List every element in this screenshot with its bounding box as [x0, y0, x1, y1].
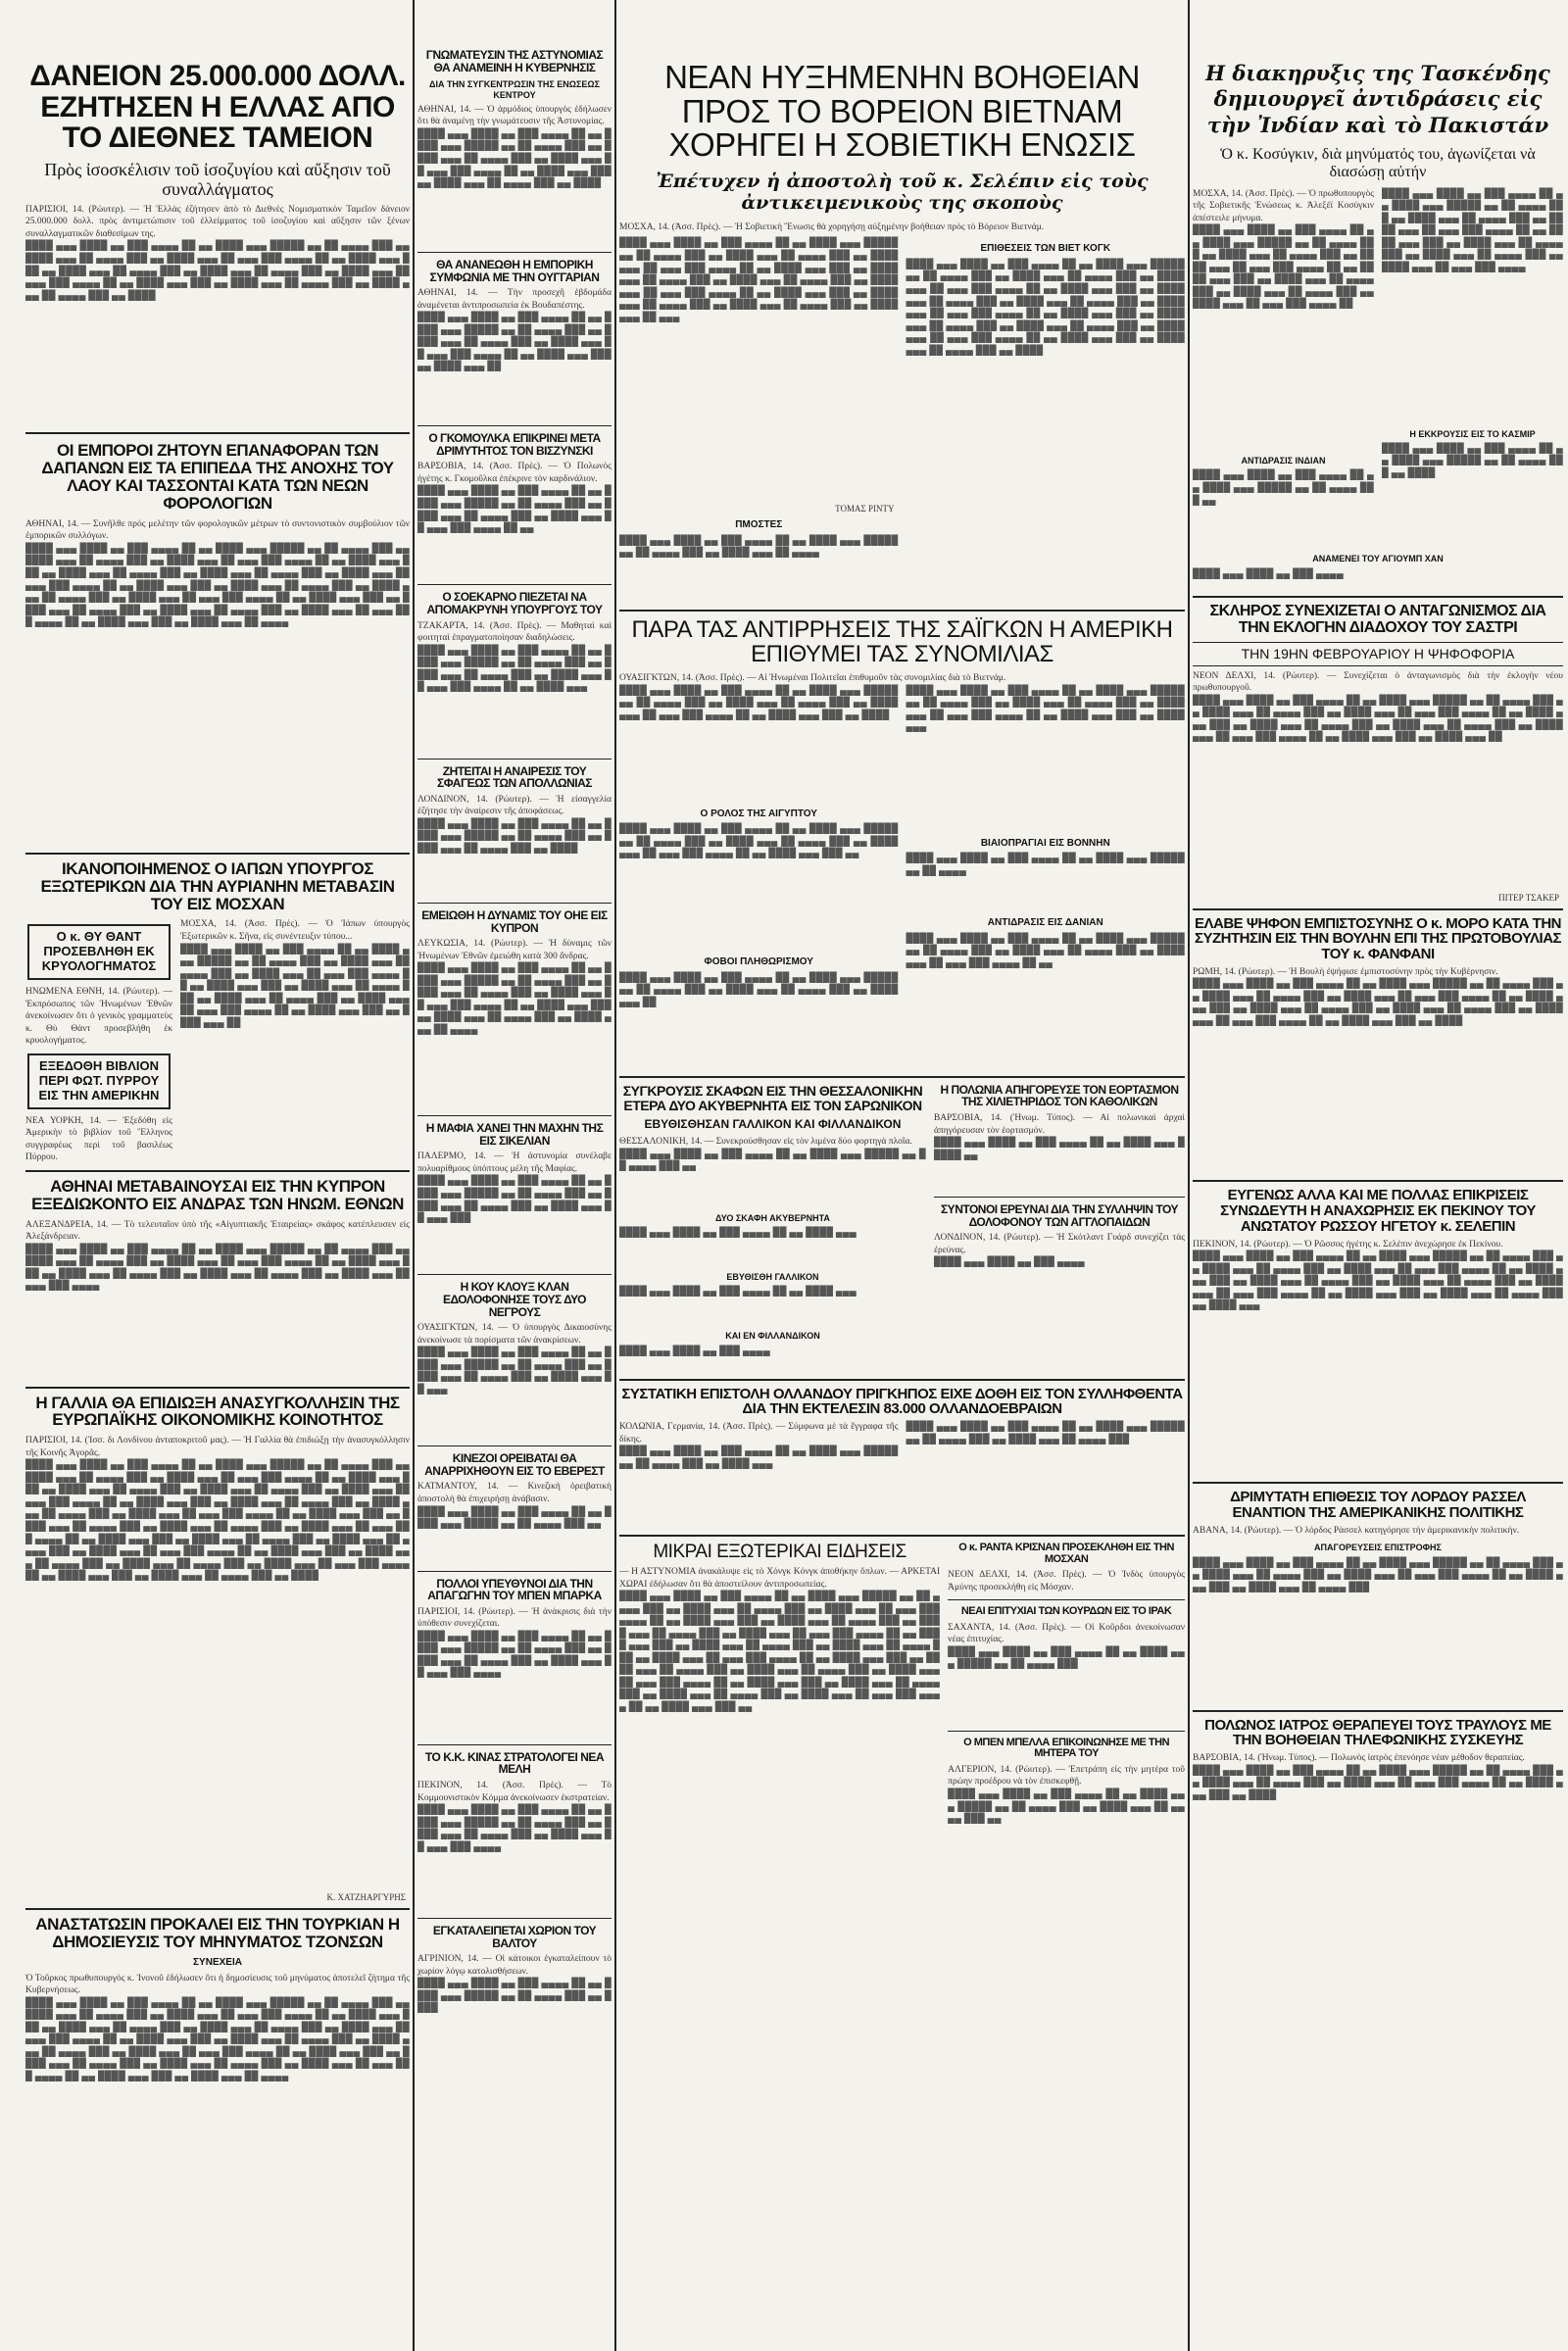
article-text-block: ████ ▄▄▄ ████ ▄▄ ███ ▄▄▄▄ ██ ▄▄ ████ ▄▄▄ █████ ▄▄: [933, 1138, 1185, 1160]
kicker-return-bans: ΑΠΑΓΟΡΕΥΣΕΙΣ ΕΠΙΣΤΡΟΦΗΣ: [1314, 1543, 1442, 1553]
article-text-block: ████ ▄▄▄ ████ ▄▄ ███ ▄▄▄▄ ██ ▄▄ ████ ▄▄▄ █████ ▄▄ ██ ▄▄▄▄ ███ ▄▄ ████ ▄▄▄ ██ ▄▄▄▄ ███ ▄▄ ████ ▄▄▄ ██ ▄▄▄ ███ ▄▄▄▄ ██ ▄▄ ████ ▄▄▄ ███ ▄▄ ████ ▄▄▄ ██ ▄▄▄▄ ███ ▄▄ ████: [417, 128, 612, 189]
article-text-block: ████ ▄▄▄ ████ ▄▄ ███ ▄▄▄▄ ██ ▄▄ ████ ▄▄▄ █████ ▄▄ ██ ▄▄▄▄ ███ ▄▄ ████ ▄▄▄ ██ ▄▄▄▄ ███ ▄▄ ████ ▄▄▄ ██ ▄▄▄ ███ ▄▄▄▄ ██ ▄▄ ████ ▄▄▄ ███ ▄▄ ████: [619, 685, 899, 720]
article-body-valtos-village: ΑΓΡΙΝΙΟΝ, 14. — Οἱ κάτοικοι ἐγκαταλείπουν τὸ χωρίον λόγῳ κατολισθήσεων.: [417, 1954, 612, 1977]
article-body-u-thant: ΗΝΩΜΕΝΑ ΕΘΝΗ, 14. (Ρώυτερ). — Ἐκπρόσωπος τῶν Ἡνωμένων Ἐθνῶν ἀνεκοίνωσεν ὅτι ὁ γενικὸς γραμματεὺς κ. Θὺ Θὰντ προσεβλήθη ἐκ κρυολογήματος.: [25, 987, 172, 1047]
headline-police-opinion: ΓΝΩΜΑΤΕΥΣΙΝ ΤΗΣ ΑΣΤΥΝΟΜΙΑΣ ΘΑ ΑΝΑΜΕΙΝΗ Η ΚΥΒΕΡΝΗΣΙΣ: [425, 48, 604, 74]
subheadline-feb-vote: ΤΗΝ 19ΗΝ ΦΕΒΡΟΥΑΡΙΟΥ Η ΨΗΦΟΦΟΡΙΑ: [1193, 642, 1563, 665]
divider: [948, 1599, 1185, 1600]
divider: [417, 1744, 612, 1745]
article-body-saigon-talks: ΟΥΑΣΙΓΚΤΩΝ, 14. (Ἀσσ. Πρὲς). — Αἱ Ἡνωμέναι Πολιτεῖαι ἐπιθυμοῦν τὰς συνομιλίας διὰ τὸ Βιετνάμ.: [619, 673, 1006, 684]
headline-greece-loan: ΔΑΝΕΙΟΝ 25.000.000 ΔΟΛΛ. ΕΖΗΤΗΣΕΝ Η ΕΛΛΑΣ ΑΠΟ ΤΟ ΔΙΕΘΝΕΣ ΤΑΜΕΙΟΝ: [29, 60, 406, 154]
divider: [25, 1908, 410, 1910]
subheadline-ship-collision: ΕΒΥΘΙΣΘΗΣΑΝ ΓΑΛΛΙΚΟΝ ΚΑΙ ΦΙΛΛΑΝΔΙΚΟΝ: [644, 1117, 902, 1132]
article-body-kurds-iraq: ΣΑΧΑΝΤΑ, 14. (Ἀσσ. Πρὲς). — Οἱ Κοῦρδοι ἀνεκοίνωσαν νέας ἐπιτυχίας.: [948, 1622, 1185, 1645]
article-body-randa-krishnan: ΝΕΟΝ ΔΕΛΧΙ, 14. (Ἀσσ. Πρὲς). — Ὁ Ἰνδὸς ὑπουργὸς Ἀμύνης προσεκλήθη εἰς Μόσχαν.: [948, 1570, 1185, 1592]
article-text-block: ████ ▄▄▄ ████ ▄▄ ███ ▄▄▄▄ ██ ▄▄ ████ ▄▄▄ █████ ▄▄ ██ ▄▄▄▄ ███ ▄▄ ████ ▄▄▄ ██ ▄▄▄▄: [619, 535, 899, 559]
headline-pyrros-book: ΕΞΕΔΟΘΗ ΒΙΒΛΙΟΝ ΠΕΡΙ ΦΩΤ. ΠΥΡΡΟΥ ΕΙΣ ΤΗΝ ΑΜΕΡΙΚΗΝ: [38, 1057, 160, 1102]
kicker-continued: ΣΥΝΕΧΕΙΑ: [193, 1957, 242, 1969]
headline-gomulka: Ο ΓΚΟΜΟΥΛΚΑ ΕΠΙΚΡΙΝΕΙ ΜΕΤΑ ΔΡΙΜΥΤΗΤΟΣ ΤΟΝ ΒΙΣΖΥΝΣΚΙ: [428, 431, 601, 458]
column-1: [25, 0, 410, 2351]
headline-saigon-talks: ΠΑΡΑ ΤΑΣ ΑΝΤΙΡΡΗΣΕΙΣ ΤΗΣ ΣΑΪΓΚΩΝ Η ΑΜΕΡΙΚΗ ΕΠΙΘΥΜΕΙ ΤΑΣ ΣΥΝΟΜΙΛΙΑΣ: [631, 615, 1173, 668]
headline-valtos-village: ΕΓΚΑΤΑΛΕΙΠΕΤΑΙ ΧΩΡΙΟΝ ΤΟΥ ΒΑΛΤΟΥ: [432, 1924, 597, 1950]
article-text-block: ████ ▄▄▄ ████ ▄▄ ███ ▄▄▄▄ ██ ▄▄ ████ ▄▄▄ █████ ▄▄ ██ ▄▄▄▄ ███ ▄▄ ████ ▄▄▄ ██ ▄▄▄▄ ███ ▄▄ ████: [417, 818, 612, 854]
article-text-block: ████ ▄▄▄ ████ ▄▄ ███ ▄▄▄▄ ██ ▄▄ ████ ▄▄▄ █████ ▄▄ ██ ▄▄▄▄ ███ ▄▄ ████ ▄▄▄ ██ ▄▄▄▄ ███ ▄▄ ████ ▄▄▄ ██ ▄▄▄ ███ ▄▄▄▄ ██ ▄▄ ████ ▄▄▄ ███ ▄▄ ████ ▄▄▄ ██ ▄▄▄▄ ███ ▄▄ ████ ▄▄▄ ██ ▄▄▄▄: [417, 963, 612, 1035]
headline-moro-vote: ΕΛΑΒΕ ΨΗΦΟΝ ΕΜΠΙΣΤΟΣΥΝΗΣ Ο κ. ΜΟΡΟ ΚΑΤΑ ΤΗΝ ΣΥΖΗΤΗΣΙΝ ΕΙΣ ΤΗΝ ΒΟΥΛΗΝ ΕΠΙ ΤΗΣ ΠΡΩΤΟΒΟΥΛΙΑΣ ΤΟΥ κ. ΦΑΝΦΑΝΙ: [1194, 914, 1562, 963]
article-text-block: ████ ▄▄▄ ████ ▄▄ ███ ▄▄▄▄: [1193, 568, 1344, 579]
column-rule-2: [614, 0, 616, 2351]
headline-kkk: Η ΚΟΥ ΚΛΟΥΞ ΚΛΑΝ ΕΔΟΛΟΦΟΝΗΣΕ ΤΟΥΣ ΔΥΟ ΝΕΓΡΟΥΣ: [442, 1280, 586, 1319]
divider: [1193, 596, 1563, 598]
headline-uk-murders: ΣΥΝΤΟΝΟΙ ΕΡΕΥΝΑΙ ΔΙΑ ΤΗΝ ΣΥΛΛΗΨΙΝ ΤΟΥ ΔΟΛΟΦΟΝΟΥ ΤΩΝ ΑΓΓΛΟΠΑΙΔΩΝ: [940, 1202, 1178, 1229]
divider: [417, 1571, 612, 1572]
article-body-moro-vote: ΡΩΜΗ, 14. (Ρώυτερ). — Ἡ Βουλὴ ἐψήφισε ἐμπιστοσύνην πρὸς τὴν Κυβέρνησιν.: [1193, 966, 1498, 977]
headline-turkey-johnson: ΑΝΑΣΤΑΤΩΣΙΝ ΠΡΟΚΑΛΕΙ ΕΙΣ ΤΗΝ ΤΟΥΡΚΙΑΝ Η ΔΗΜΟΣΙΕΥΣΙΣ ΤΟΥ ΜΗΝΥΜΑΤΟΣ ΤΖΟΝΣΩΝ: [35, 1915, 400, 1952]
headline-france-eec: Η ΓΑΛΛΙΑ ΘΑ ΕΠΙΔΙΩΞΗ ΑΝΑΣΥΓΚΟΛΛΗΣΙΝ ΤΗΣ ΕΥΡΩΠΑΪΚΗΣ ΟΙΚΟΝΟΜΙΚΗΣ ΚΟΙΝΟΤΗΤΟΣ: [35, 1393, 400, 1430]
article-body-tashkent: ΜΟΣΧΑ, 14. (Ἀσσ. Πρὲς). — Ὁ πρωθυπουργὸς τῆς Σοβιετικῆς Ἑνώσεως κ. Ἀλεξέϊ Κοσύγκιν ἀπέστειλε μήνυμα.: [1193, 188, 1374, 223]
headline-everest: ΚΙΝΕΖΟΙ ΟΡΕΙΒΑΤΑΙ ΘΑ ΑΝΑΡΡΙΧΗΘΟΥΝ ΕΙΣ ΤΟ ΕΒΕΡΕΣΤ: [424, 1451, 605, 1478]
article-text-block: ████ ▄▄▄ ████ ▄▄ ███ ▄▄▄▄ ██ ▄▄ ████ ▄▄▄ █████ ▄▄ ██ ▄▄▄▄ ███ ▄▄ ████ ▄▄▄ ██ ▄▄▄▄ ███ ▄▄ ████ ▄▄▄ ██ ▄▄▄ ███ ▄▄▄▄ ██ ▄▄ ████ ▄▄▄ ███ ▄▄ ████ ▄▄▄ ██ ▄▄▄▄ ███ ▄▄ ████ ▄▄▄ ██ ▄▄▄▄ ███ ▄▄ ████ ▄▄▄ ██ ▄▄▄ ███ ▄▄▄▄ ██: [1193, 225, 1374, 310]
article-text-block: ████ ▄▄▄ ████ ▄▄ ███ ▄▄▄▄ ██ ▄▄ ████ ▄▄▄ █████ ▄▄ ██ ▄▄▄▄ ███ ▄▄ ████ ▄▄▄ ██ ▄▄▄▄ ███ ▄▄ ████ ▄▄▄ ██ ▄▄▄ ███ ▄▄▄▄ ██ ▄▄: [417, 486, 612, 534]
article-text-block: ████ ▄▄▄ ████ ▄▄ ███ ▄▄▄▄: [619, 1346, 770, 1356]
divider: [25, 1170, 410, 1172]
article-body-ben-barka: ΠΑΡΙΣΙΟΙ, 14. (Ρώυτερ). — Ἡ ἀνάκρισις διὰ τὴν ὑπόθεσιν συνεχίζεται.: [417, 1606, 612, 1630]
headline-hungary-trade: ΘΑ ΑΝΑΝΕΩΘΗ Η ΕΜΠΟΡΙΚΗ ΣΥΜΦΩΝΙΑ ΜΕ ΤΗΝ ΟΥΓΓΑΡΙΑΝ: [429, 257, 600, 284]
article-text-block: ████ ▄▄▄ ████ ▄▄ ███ ▄▄▄▄ ██ ▄▄ ████ ▄▄▄ █████ ▄▄ ██ ▄▄▄▄ ███ ▄▄ ████: [1382, 443, 1563, 478]
headline-soviet-vietnam: ΝΕΑΝ ΗΥΞΗΜΕΝΗΝ ΒΟΗΘΕΙΑΝ ΠΡΟΣ ΤΟ ΒΟΡΕΙΟΝ ΒΙΕΤΝΑΜ ΧΟΡΗΓΕΙ Η ΣΟΒΙΕΤΙΚΗ ΕΝΩΣΙΣ: [664, 59, 1140, 164]
kicker-viet-cong: ΕΠΙΘΕΣΕΙΣ ΤΩΝ ΒΙΕΤ ΚΟΓΚ: [980, 243, 1111, 255]
article-body-pyrros-book: ΝΕΑ ΥΟΡΚΗ, 14. — Ἐξεδόθη εἰς Ἀμερικὴν τὸ βιβλίον τοῦ Ἕλληνος συγγραφέως περὶ τοῦ βασιλέως Πύρρου.: [25, 1115, 172, 1163]
headline-polish-doctor: ΠΟΛΩΝΟΣ ΙΑΤΡΟΣ ΘΕΡΑΠΕΥΕΙ ΤΟΥΣ ΤΡΑΥΛΟΥΣ ΜΕ ΤΗΝ ΒΟΗΘΕΙΑΝ ΤΗΛΕΦΩΝΙΚΗΣ ΣΥΣΚΕΥΗΣ: [1204, 1716, 1551, 1749]
headline-tashkent: Η διακηρυξις της Τασκένδης δημιουργεῖ ἀντιδράσεις εἰς τὴν Ἰνδίαν καὶ τὸ Πακιστάν: [1205, 61, 1550, 137]
headline-shastri-succession: ΣΚΛΗΡΟΣ ΣΥΝΕΧΙΖΕΤΑΙ Ο ΑΝΤΑΓΩΝΙΣΜΟΣ ΔΙΑ ΤΗΝ ΕΚΛΟΓΗΝ ΔΙΑΔΟΧΟΥ ΤΟΥ ΣΑΣΤΡΙ: [1209, 602, 1546, 636]
headline-ben-bella: Ο ΜΠΕΝ ΜΠΕΛΛΑ ΕΠΙΚΟΙΝΩΝΗΣΕ ΜΕ ΤΗΝ ΜΗΤΕΡΑ ΤΟΥ: [963, 1736, 1170, 1760]
divider: [1193, 908, 1563, 910]
article-body-polish-doctor: ΒΑΡΣΟΒΙΑ, 14. (Ἡνωμ. Τύπος). — Πολωνὸς ἰατρὸς ἐπενόησε νέαν μέθοδον θεραπείας.: [1193, 1753, 1525, 1763]
byline-peter-tsaker: ΠΙΤΕΡ ΤΣΑΚΕΡ: [1498, 892, 1559, 903]
divider: [417, 425, 612, 426]
article-body-lord-russell: ΑΒΑΝΑ, 14. (Ρώυτερ). — Ὁ λόρδος Ρὰσσελ κατηγόρησε τὴν ἀμερικανικὴν πολιτικήν.: [1193, 1525, 1520, 1536]
kicker-bonn-violence: ΒΙΑΙΟΠΡΑΓΙΑΙ ΕΙΣ ΒΟΝΝΗΝ: [980, 837, 1110, 849]
divider: [417, 1445, 612, 1446]
article-body-mafia: ΠΑΛΕΡΜΟ, 14. — Ἡ ἀστυνομία συνέλαβε πολυαρίθμους ὑπόπτους μέλη τῆς Μαφίας.: [417, 1151, 612, 1174]
divider: [1193, 1710, 1563, 1712]
kicker-egypt-role: Ο ΡΟΛΟΣ ΤΗΣ ΑΙΓΥΠΤΟΥ: [700, 808, 817, 819]
article-body-greece-loan: ΠΑΡΙΣΙΟΙ, 14. (Ρώυτερ). — Ἡ Ἑλλὰς ἐζήτησεν ἀπὸ τὸ Διεθνὲς Νομισματικὸν Ταμεῖον δάνειον 25.000.000 δολλ. πρὸς ἀντιμετώπισιν τοῦ ἐλλείμματος τοῦ ἰσοζυγίου καὶ αὔξησιν τῶν ξένων συναλλαγματικῶν διαθεσίμων της.: [25, 204, 410, 239]
article-body-shastri-succession: ΝΕΟΝ ΔΕΛΧΙ, 14. (Ρώυτερ). — Συνεχίζεται ὁ ἀνταγωνισμὸς διὰ τὴν ἐκλογὴν νέου πρωθυπουργοῦ.: [1193, 670, 1563, 694]
column-2: [417, 0, 612, 2351]
headline-ben-barka: ΠΟΛΛΟΙ ΥΠΕΥΘΥΝΟΙ ΔΙΑ ΤΗΝ ΑΠΑΓΩΓΗΝ ΤΟΥ ΜΠΕΝ ΜΠΑΡΚΑ: [427, 1576, 602, 1603]
headline-sukarno: Ο ΣΟΕΚΑΡΝΟ ΠΙΕΖΕΤΑΙ ΝΑ ΑΠΟΜΑΚΡΥΝΗ ΥΠΟΥΡΓΟΥΣ ΤΟΥ: [426, 590, 603, 617]
article-body-japanese-minister: ΜΟΣΧΑ, 14. (Ἀσσ. Πρὲς). — Ὁ Ἰάπων ὑπουργὸς Ἐξωτερικῶν κ. Σῆνα, εἰς συνέντευξιν τύπου...: [180, 919, 410, 942]
article-body-cyprus-un: ΑΛΕΞΑΝΔΡΕΙΑ, 14. — Τὸ τελευταῖον ὑπὸ τῆς «Αἰγυπτιακῆς Ἐταιρείας» σκάφος κατέπλευσεν εἰς Ἀλεξάνδρειαν.: [25, 1219, 410, 1243]
article-text-block: ████ ▄▄▄ ████ ▄▄ ███ ▄▄▄▄ ██ ▄▄ ████ ▄▄▄ █████ ▄▄ ██ ▄▄▄▄ ███ ▄▄ ████ ▄▄▄ ██ ▄▄▄▄ ███ ▄▄ ████ ▄▄▄ ██ ▄▄▄ ███ ▄▄▄▄ ██ ▄▄ ████ ▄▄▄ ███ ▄▄ ████ ▄▄▄ ██ ▄▄▄▄ ███ ▄▄ ████ ▄▄▄ ██ ▄▄▄▄ ███ ▄▄ ████ ▄▄▄ ██ ▄▄▄ ███ ▄▄▄▄ ██ ▄▄ ████ ▄▄▄ ███ ▄▄ ████ ▄▄▄ ██ ▄▄▄▄ ███ ▄▄ ████ ▄▄▄ ██ ▄▄▄▄ ███ ▄▄ ████ ▄▄▄ ██ ▄▄▄ ███ ▄▄▄▄ ██ ▄▄ ████ ▄▄▄ ███ ▄▄ ████ ▄▄▄ ██ ▄▄▄▄ ███ ▄▄ ████ ▄▄▄ ██ ▄▄▄▄ ███ ▄▄ ████ ▄▄▄ ██ ▄▄▄ ███ ▄▄▄▄ ██ ▄▄ ████ ▄▄▄ ███ ▄▄ ████ ▄▄▄ ██ ▄▄▄▄: [25, 1997, 410, 2082]
article-text-block: ████ ▄▄▄ ████ ▄▄ ███ ▄▄▄▄ ██ ▄▄ ████ ▄▄▄ █████ ▄▄ ██ ▄▄▄▄ ███ ▄▄ ████ ▄▄▄ ██ ▄▄▄▄ ███ ▄▄ ████ ▄▄▄ ██ ▄▄▄ ███ ▄▄▄▄: [417, 1631, 612, 1679]
column-rule-3: [1188, 0, 1190, 2351]
article-text-block: ████ ▄▄▄ ████ ▄▄ ███ ▄▄▄▄ ██ ▄▄ ████ ▄▄▄ █████ ▄▄ ██ ▄▄▄▄ ███ ▄▄ ████ ▄▄▄ ██ ▄▄▄▄ ███ ▄▄ ████ ▄▄▄ ██ ▄▄▄ ███ ▄▄▄▄ ██ ▄▄ ████ ▄▄▄ ███ ▄▄ ████ ▄▄▄ ██ ▄▄▄▄ ███ ▄▄ ████ ▄▄▄ ██ ▄▄▄▄ ███ ▄▄ ████ ▄▄▄ ██ ▄▄▄ ███ ▄▄▄▄ ██ ▄▄ ████ ▄▄▄ ███ ▄▄ ████ ▄▄▄ ██ ▄▄▄▄ ███ ▄▄ ████ ▄▄▄ ██ ▄▄▄▄ ███ ▄▄ ████ ▄▄▄ ██ ▄▄▄: [619, 238, 899, 322]
article-text-block: ████ ▄▄▄ ████ ▄▄ ███ ▄▄▄▄ ██ ▄▄ ████ ▄▄▄ █████ ▄▄ ██ ▄▄▄▄ ███ ▄▄ ████ ▄▄▄ ██ ▄▄▄▄ ███ ▄▄ ████ ▄▄▄ ██ ▄▄▄ ███ ▄▄▄▄ ██ ▄▄ ████ ▄▄▄: [417, 645, 612, 693]
article-body-china-party: ΠΕΚΙΝΟΝ, 14. (Ἀσσ. Πρὲς). — Τὸ Κομμουνιστικὸν Κόμμα ἀνεκοίνωσεν ἐκστρατείαν.: [417, 1780, 612, 1803]
article-body-poland-ban: ΒΑΡΣΟΒΙΑ, 14. (Ἡνωμ. Τύπος). — Αἱ πολωνικαὶ ἀρχαὶ ἀπηγόρευσαν τὸν ἑορτασμόν.: [933, 1113, 1185, 1136]
column-3: [619, 0, 1185, 2351]
divider: [25, 1387, 410, 1389]
divider: [619, 1379, 1185, 1381]
kicker-two-ships: ΔΥΟ ΣΚΑΦΗ ΑΚΥΒΕΡΝΗΤΑ: [715, 1212, 830, 1223]
divider: [417, 584, 612, 585]
article-text-block: ████ ▄▄▄ ████ ▄▄ ███ ▄▄▄▄ ██ ▄▄ ████ ▄▄▄ █████ ▄▄ ██ ▄▄▄▄ ███ ▄▄ ████: [417, 1979, 612, 2014]
headline-shelepin-departure: ΕΥΓΕΝΩΣ ΑΛΛΑ ΚΑΙ ΜΕ ΠΟΛΛΑΣ ΕΠΙΚΡΙΣΕΙΣ ΣΥΝΩΔΕΥΤΗ Η ΑΝΑΧΩΡΗΣΙΣ ΕΚ ΠΕΚΙΝΟΥ ΤΟΥ ΑΝΩΤΑΤΟΥ ΡΩΣΣΟΥ ΗΓΕΤΟΥ κ. ΣΕΛΕΠΙΝ: [1220, 1187, 1536, 1235]
article-body-everest: ΚΑΤΜΑΝΤΟΥ, 14. — Κινεζικὴ ὀρειβατικὴ ἀποστολὴ θὰ ἐπιχειρήσῃ ἀνάβασιν.: [417, 1482, 612, 1504]
article-text-block: ████ ▄▄▄ ████ ▄▄ ███ ▄▄▄▄: [933, 1257, 1085, 1268]
divider: [619, 1535, 1185, 1537]
article-text-block: ████ ▄▄▄ ████ ▄▄ ███ ▄▄▄▄ ██ ▄▄ ████ ▄▄▄ █████ ▄▄ ██ ▄▄▄▄ ███ ▄▄ ████ ▄▄▄ ██ ▄▄▄▄ ███ ▄▄ ████ ▄▄▄ ██ ▄▄▄ ███ ▄▄▄▄ ██ ▄▄ ████ ▄▄▄ ███ ▄▄ ████: [1193, 1765, 1563, 1800]
column-4: [1193, 0, 1563, 2351]
article-text-block: ████ ▄▄▄ ████ ▄▄ ███ ▄▄▄▄ ██ ▄▄ ████ ▄▄▄ █████ ▄▄ ██ ▄▄▄▄ ███ ▄▄ ████ ▄▄▄ ██ ▄▄▄▄ ███ ▄▄ ████ ▄▄▄ ██ ▄▄▄ ███ ▄▄▄▄ ██ ▄▄ ████ ▄▄▄ ███ ▄▄ ████ ▄▄▄ ██ ▄▄▄▄ ███ ▄▄ ████ ▄▄▄ ██ ▄▄▄▄ ███ ▄▄ ████ ▄▄▄ ██ ▄▄▄ ███ ▄▄▄▄ ██ ▄▄ ████ ▄▄▄ ███ ▄▄ ████ ▄▄▄ ██ ▄▄▄▄ ███ ▄▄ ████ ▄▄▄ ██ ▄▄▄▄ ███ ▄▄ ████ ▄▄▄ ██ ▄▄▄ ███ ▄▄▄▄ ██ ▄▄ ████ ▄▄▄ ███ ▄▄ ████ ▄▄▄ ██ ▄▄▄▄ ███ ▄▄ ████ ▄▄▄ ██ ▄▄▄▄ ███ ▄▄ ████ ▄▄▄ ██ ▄▄▄ ███ ▄▄▄▄ ██ ▄▄ ████ ▄▄▄ ███ ▄▄ ████ ▄▄▄ ██ ▄▄▄▄: [25, 543, 410, 628]
article-body-soviet-vietnam: ΜΟΣΧΑ, 14. (Ἀσσ. Πρὲς). — Ἡ Σοβιετικὴ Ἕνωσις θὰ χορηγήσῃ αὐξημένην βοήθειαν πρὸς τὸ Βόρειον Βιετνάμ.: [619, 221, 1045, 232]
kicker-denmark-reaction: ΑΝΤΙΔΡΑΣΙΣ ΕΙΣ ΔΑΝΙΑΝ: [987, 917, 1103, 929]
article-text-block: ████ ▄▄▄ ████ ▄▄ ███ ▄▄▄▄ ██ ▄▄ ████ ▄▄▄ █████ ▄▄ ██ ▄▄▄▄ ███ ▄▄: [1193, 470, 1374, 506]
article-body-turkey-johnson: Ὁ Τοῦρκος πρωθυπουργὸς κ. Ἰνονοῦ ἐδήλωσεν ὅτι ἡ δημοσίευσις τοῦ μηνύματος ἀποτελεῖ ζήτημα τῆς Κυβερνήσεως.: [25, 1973, 410, 1996]
article-text-block: ████ ▄▄▄ ████ ▄▄ ███ ▄▄▄▄ ██ ▄▄ ████ ▄▄▄ █████ ▄▄ ██ ▄▄▄▄ ███: [948, 1646, 1185, 1670]
divider: [948, 1731, 1185, 1732]
divider: [417, 1115, 612, 1116]
article-text-block: ████ ▄▄▄ ████ ▄▄ ███ ▄▄▄▄ ██ ▄▄ ████ ▄▄▄ █████ ▄▄ ██ ▄▄▄▄ ███ ▄▄ ████ ▄▄▄ ██ ▄▄▄▄ ███ ▄▄ ████ ▄▄▄ ██ ▄▄▄ ███ ▄▄▄▄ ██ ▄▄ ████ ▄▄▄ ███ ▄▄ ████ ▄▄▄: [906, 685, 1185, 733]
article-body-uk-murders: ΛΟΝΔΙΝΟΝ, 14. (Ρώυτερ). — Ἡ Σκότλαντ Γυάρδ συνεχίζει τὰς ἐρεύνας.: [933, 1233, 1185, 1255]
article-body-gomulka: ΒΑΡΣΟΒΙΑ, 14. (Ἀσσ. Πρὲς). — Ὁ Πολωνὸς ἡγέτης κ. Γκομοῦλκα ἐπέκρινε τὸν καρδινάλιον.: [417, 462, 612, 484]
article-text-block: ████ ▄▄▄ ████ ▄▄ ███ ▄▄▄▄ ██ ▄▄ ████ ▄▄▄ █████ ▄▄ ██ ▄▄▄▄ ███ ▄▄ ████ ▄▄▄ ██ ▄▄▄▄ ███ ▄▄ ████ ▄▄▄ ██ ▄▄▄ ███ ▄▄▄▄ ██ ▄▄ ████ ▄▄▄ ███ ▄▄ ████ ▄▄▄ ██ ▄▄▄▄ ███ ▄▄ ████ ▄▄▄ ██ ▄▄▄▄ ███ ▄▄ ████ ▄▄▄ ██ ▄▄▄ ███ ▄▄▄▄: [25, 1244, 410, 1292]
headline-kurds-iraq: ΝΕΑΙ ΕΠΙΤΥΧΙΑΙ ΤΩΝ ΚΟΥΡΔΩΝ ΕΙΣ ΤΟ ΙΡΑΚ: [960, 1605, 1172, 1618]
article-text-block: ████ ▄▄▄ ████ ▄▄ ███ ▄▄▄▄ ██ ▄▄ ████ ▄▄▄ █████ ▄▄ ██ ▄▄▄▄ ███ ▄▄ ████ ▄▄▄: [619, 1446, 899, 1469]
article-text-block: ████ ▄▄▄ ████ ▄▄ ███ ▄▄▄▄ ██ ▄▄ ████ ▄▄▄ █████ ▄▄ ██ ▄▄▄▄ ███ ▄▄ ████ ▄▄▄ ██ ▄▄▄▄ ███: [906, 1422, 1185, 1445]
divider: [417, 252, 612, 253]
article-text-block: ████ ▄▄▄ ████ ▄▄ ███ ▄▄▄▄ ██ ▄▄ ████ ▄▄▄ █████ ▄▄ ██ ▄▄▄▄ ███ ▄▄ ████ ▄▄▄ ██ ▄▄▄▄ ███ ▄▄ ████ ▄▄▄ ██ ▄▄▄ ███ ▄▄▄▄: [417, 1805, 612, 1852]
divider: [417, 1274, 612, 1275]
article-body-dutch-letter: ΚΟΛΩΝΙΑ, Γερμανία, 14. (Ἀσσ. Πρὲς). — Σύμφωνα μὲ τὰ ἔγγραφα τῆς δίκης.: [619, 1422, 899, 1445]
byline-france-eec: Κ. ΧΑΤΖΗΑΡΓΥΡΗΣ: [326, 1892, 406, 1903]
byline-tomas-rinti: ΤΟΜΑΣ ΡΙΝΤΥ: [835, 504, 895, 514]
kicker-inflation-fears: ΦΟΒΟΙ ΠΛΗΘΩΡΙΣΜΟΥ: [704, 956, 813, 968]
article-body-merchants: ΑΘΗΝΑΙ, 14. — Συνῆλθε πρὸς μελέτην τῶν φορολογικῶν μέτρων τὸ συντονιστικὸν συμβούλιον τῶν ἐμπορικῶν συλλόγων.: [25, 518, 410, 542]
headline-cyprus-un: ΑΘΗΝΑΙ ΜΕΤΑΒΑΙΝΟΥΣΑΙ ΕΙΣ ΤΗΝ ΚΥΠΡΟΝ ΕΞΕΔΙΩΚΟΝΤΟ ΕΙΣ ΑΝΔΡΑΣ ΤΩΝ ΗΝΩΜ. ΕΘΝΩΝ: [31, 1176, 404, 1213]
divider: [934, 1197, 1185, 1198]
divider: [417, 903, 612, 904]
article-body-sukarno: ΤΖΑΚΑΡΤΑ, 14. (Ἀσσ. Πρὲς). — Μαθηταὶ καὶ φοιτηταὶ ἐπραγματοποίησαν διαδηλώσεις.: [417, 620, 612, 644]
divider: [1193, 1180, 1563, 1182]
article-body-ship-collision: ΘΕΣΣΑΛΟΝΙΚΗ, 14. — Συνεκρούσθησαν εἰς τὸν λιμένα δύο φορτηγὰ πλοῖα.: [619, 1137, 912, 1148]
article-text-block: ████ ▄▄▄ ████ ▄▄ ███ ▄▄▄▄ ██ ▄▄ ████ ▄▄▄ █████ ▄▄ ██ ▄▄▄▄ ███ ▄▄ ████ ▄▄▄ ██ ▄▄▄▄ ███ ▄▄ ████ ▄▄▄ ██ ▄▄▄ ███ ▄▄▄▄ ██ ▄▄ ████ ▄▄▄ ███ ▄▄ ████ ▄▄▄ ██ ▄▄▄▄ ███ ▄▄ ████ ▄▄▄ ██ ▄▄▄▄ ███ ▄▄ ████ ▄▄▄ ██ ▄▄▄ ███ ▄▄▄▄ ██ ▄▄ ████ ▄▄▄ ███ ▄▄ ████ ▄▄▄ ██ ▄▄▄▄ ███ ▄▄ ████ ▄▄▄ ██ ▄▄▄▄ ███ ▄▄ ████ ▄▄▄ ██ ▄▄▄ ███ ▄▄▄▄ ██ ▄▄ ████ ▄▄▄ ███ ▄▄ ████ ▄▄▄ ██ ▄▄▄▄ ███ ▄▄ ████ ▄▄▄ ██ ▄▄▄▄ ███ ▄▄ ████ ▄▄▄ ██ ▄▄▄ ███ ▄▄▄▄ ██ ▄▄ ████ ▄▄▄ ███ ▄▄ ████ ▄▄▄ ██ ▄▄▄▄ ███ ▄▄ ████ ▄▄▄ ██ ▄▄▄▄ ███ ▄▄ ████ ▄▄▄ ██ ▄▄▄ ███ ▄▄▄▄ ██ ▄▄ ████ ▄▄▄ ███ ▄▄ ████ ▄▄▄ ██ ▄▄▄▄ ███ ▄▄ ████ ▄▄▄ ██ ▄▄▄▄ ███ ▄▄ ████ ▄▄▄ ██ ▄▄▄ ███ ▄▄▄▄ ██ ▄▄ ████ ▄▄▄ ███ ▄▄ ████ ▄▄▄ ██ ▄▄▄▄ ███ ▄▄ ████: [25, 1460, 410, 1582]
divider: [619, 610, 1185, 612]
headline-japanese-minister: ΙΚΑΝΟΠΟΙΗΜΕΝΟΣ Ο ΙΑΠΩΝ ΥΠΟΥΡΓΟΣ ΕΞΩΤΕΡΙΚΩΝ ΔΙΑ ΤΗΝ ΑΥΡΙΑΝΗΝ ΜΕΤΑΒΑΣΙΝ ΤΟΥ ΕΙΣ ΜΟΣΧΑΝ: [40, 858, 395, 913]
kicker-french-sunk: ΕΒΥΘΙΣΘΗ ΓΑΛΛΙΚΟΝ: [726, 1271, 819, 1282]
article-text-block: ████ ▄▄▄ ████ ▄▄ ███ ▄▄▄▄ ██ ▄▄ ████ ▄▄▄ █████ ▄▄ ██ ▄▄▄▄: [906, 854, 1185, 876]
article-body-police-opinion: ΑΘΗΝΑΙ, 14. — Ὁ ἀρμόδιος ὑπουργὸς ἐδήλωσεν ὅτι θὰ ἀναμένῃ τὴν γνωμάτευσιν τῆς Ἀστυνομίας.: [417, 104, 612, 127]
kicker-india-reaction: ΑΝΤΙΔΡΑΣΙΣ ΙΝΔΙΑΝ: [1241, 456, 1326, 466]
article-text-block: ████ ▄▄▄ ████ ▄▄ ███ ▄▄▄▄ ██ ▄▄ ████ ▄▄▄ █████ ▄▄ ██ ▄▄▄▄ ███ ▄▄: [619, 1149, 926, 1172]
article-text-block: ████ ▄▄▄ ████ ▄▄ ███ ▄▄▄▄ ██ ▄▄ ████ ▄▄▄ █████ ▄▄ ██ ▄▄▄▄ ███ ▄▄ ████ ▄▄▄ ██ ▄▄▄▄ ███ ▄▄ ████ ▄▄▄ ██ ▄▄▄ ███ ▄▄▄▄ ██ ▄▄ ████ ▄▄▄ ███ ▄▄ ████ ▄▄▄ ██ ▄▄▄▄ ███ ▄▄ ████ ▄▄▄ ██ ▄▄▄▄ ███ ▄▄ ████ ▄▄▄ ██ ▄▄▄ ███ ▄▄▄▄ ██ ▄▄ ████ ▄▄▄ ███ ▄▄ ████ ▄▄▄ ██ ▄▄▄▄ ███ ▄▄ ████ ▄▄▄ ██ ▄▄▄▄ ███ ▄▄ ████: [25, 241, 410, 301]
kicker-finnish-sunk: ΚΑΙ ΕΝ ΦΙΛΛΑΝΔΙΚΟΝ: [725, 1331, 820, 1342]
column-rule-1: [413, 0, 415, 2351]
article-text-block: ████ ▄▄▄ ████ ▄▄ ███ ▄▄▄▄ ██ ▄▄ ████ ▄▄▄: [619, 1287, 858, 1298]
article-text-block: ████ ▄▄▄ ████ ▄▄ ███ ▄▄▄▄ ██ ▄▄ ████ ▄▄▄: [619, 1227, 858, 1238]
kicker-kashmir: Η ΕΚΚΡΟΥΣΙΣ ΕΙΣ ΤΟ ΚΑΣΜΙΡ: [1409, 428, 1536, 439]
article-body-ben-bella: ΑΛΓΕΡΙΟΝ, 14. (Ρώυτερ). — Ἐπετράπη εἰς τὴν μητέρα τοῦ πρώην προέδρου νὰ τὸν ἐπισκεφθῇ.: [948, 1764, 1185, 1788]
article-text-block: ████ ▄▄▄ ████ ▄▄ ███ ▄▄▄▄ ██ ▄▄ ████ ▄▄▄ █████ ▄▄ ██ ▄▄▄▄ ███ ▄▄ ████ ▄▄▄ ██ ▄▄▄▄ ███ ▄▄ ████ ▄▄▄ ██ ▄▄▄ ███ ▄▄▄▄ ██ ▄▄ ████ ▄▄▄ ███ ▄▄ ████ ▄▄▄ ██ ▄▄▄▄ ███ ▄▄ ████ ▄▄▄ ██ ▄▄▄▄ ███ ▄▄ ████ ▄▄▄ ██ ▄▄▄ ███ ▄▄▄▄ ██ ▄▄ ████ ▄▄▄ ███ ▄▄ ████ ▄▄▄ ██: [180, 944, 410, 1028]
subheadline-kosygin: Ὁ κ. Κοσύγκιν, διὰ μηνύματός του, ἀγωνίζεται νὰ διασώσῃ αὐτήν: [1220, 145, 1536, 181]
subheadline-police-opinion: ΔΙΑ ΤΗΝ ΣΥΓΚΕΝΤΡΩΣΙΝ ΤΗΣ ΕΝΩΣΕΩΣ ΚΕΝΤΡΟΥ: [428, 79, 601, 100]
article-text-block: ████ ▄▄▄ ████ ▄▄ ███ ▄▄▄▄ ██ ▄▄ ████ ▄▄▄ █████ ▄▄ ██ ▄▄▄▄ ███ ▄▄ ████ ▄▄▄ ██ ▄▄▄▄ ███ ▄▄ ████ ▄▄▄ ██ ▄▄▄ ███ ▄▄▄▄ ██ ▄▄ ████ ▄▄▄ ███ ▄▄ ████ ▄▄▄ ██ ▄▄▄▄ ███ ▄▄ ████ ▄▄▄ ██ ▄▄▄▄ ███ ▄▄ ████ ▄▄▄ ██ ▄▄▄ ███ ▄▄▄▄ ██ ▄▄ ████ ▄▄▄ ███ ▄▄ ████ ▄▄▄ ██ ▄▄▄▄ ███ ▄▄ ████ ▄▄▄ ██ ▄▄▄▄ ███ ▄▄ ████ ▄▄▄ ██ ▄▄▄ ███ ▄▄▄▄ ██ ▄▄ ████ ▄▄▄ ███ ▄▄ ████ ▄▄▄ ██ ▄▄▄▄ ███ ▄▄ ████ ▄▄▄ ██ ▄▄▄▄ ███ ▄▄ ████ ▄▄▄ ██ ▄▄▄ ███ ▄▄▄▄ ██ ▄▄ ████ ▄▄▄ ███ ▄▄ ████ ▄▄▄ ██ ▄▄▄▄ ███ ▄▄ ████ ▄▄▄ ██ ▄▄▄▄ ███ ▄▄ ████ ▄▄▄ ██ ▄▄▄ ███ ▄▄▄▄ ██ ▄▄ ████ ▄▄▄ ███ ▄▄: [619, 1592, 941, 1712]
headline-mafia: Η ΜΑΦΙΑ ΧΑΝΕΙ ΤΗΝ ΜΑΧΗΝ ΤΗΣ ΕΙΣ ΣΙΚΕΛΙΑΝ: [425, 1121, 604, 1148]
divider: [1193, 1482, 1563, 1484]
subheadline-greece-loan: Πρὸς ἰσοσκέλισιν τοῦ ἰσοζυγίου καὶ αὔξησιν τοῦ συναλλάγματος: [44, 159, 391, 200]
article-text-block: ████ ▄▄▄ ████ ▄▄ ███ ▄▄▄▄ ██ ▄▄ ████ ▄▄▄ █████ ▄▄ ██ ▄▄▄▄ ███ ▄▄ ████ ▄▄▄ ██ ▄▄▄▄ ███ ▄▄: [948, 1789, 1185, 1825]
article-text-block: ████ ▄▄▄ ████ ▄▄ ███ ▄▄▄▄ ██ ▄▄ ████ ▄▄▄ █████ ▄▄ ██ ▄▄▄▄ ███ ▄▄ ████ ▄▄▄ ██ ▄▄▄▄ ███ ▄▄ ████ ▄▄▄ ██ ▄▄▄ ███ ▄▄▄▄ ██ ▄▄ ████ ▄▄▄ ███ ▄▄ ████ ▄▄▄ ██ ▄▄▄▄ ███ ▄▄ ████ ▄▄▄ ██ ▄▄▄▄ ███ ▄▄ ████ ▄▄▄ ██ ▄▄▄ ███ ▄▄▄▄ ██ ▄▄ ████ ▄▄▄ ███ ▄▄ ████ ▄▄▄ ██: [1193, 695, 1563, 743]
article-text-block: ████ ▄▄▄ ████ ▄▄ ███ ▄▄▄▄ ██ ▄▄ ████ ▄▄▄ █████ ▄▄ ██ ▄▄▄▄ ███ ▄▄: [417, 1506, 612, 1530]
article-text-block: ████ ▄▄▄ ████ ▄▄ ███ ▄▄▄▄ ██ ▄▄ ████ ▄▄▄ █████ ▄▄ ██ ▄▄▄▄ ███ ▄▄ ████ ▄▄▄ ██ ▄▄▄▄ ███ ▄▄ ████ ▄▄▄ ██ ▄▄▄ ███ ▄▄▄▄ ██ ▄▄: [906, 933, 1185, 968]
article-text-block: ████ ▄▄▄ ████ ▄▄ ███ ▄▄▄▄ ██ ▄▄ ████ ▄▄▄ █████ ▄▄ ██ ▄▄▄▄ ███ ▄▄ ████ ▄▄▄ ██ ▄▄▄▄ ███ ▄▄ ████ ▄▄▄ ██ ▄▄▄ ███ ▄▄▄▄ ██ ▄▄ ████ ▄▄▄ ███ ▄▄ ████ ▄▄▄ ██ ▄▄▄▄ ███ ▄▄ ████ ▄▄▄ ██ ▄▄▄▄ ███ ▄▄ ████ ▄▄▄ ██ ▄▄▄ ███ ▄▄▄▄ ██ ▄▄ ████ ▄▄▄ ███ ▄▄ ████ ▄▄▄ ██ ▄▄▄▄ ███ ▄▄ ████ ▄▄▄: [1193, 1251, 1563, 1311]
article-body-hungary-trade: ΑΘΗΝΑΙ, 14. — Τὴν προσεχῆ ἑβδομάδα ἀναμένεται ἀντιπροσωπεία ἐκ Βουδαπέστης.: [417, 288, 612, 311]
kicker-typos: ΠΜΟΣΤΕΣ: [735, 519, 783, 531]
headline-ship-collision: ΣΥΓΚΡΟΥΣΙΣ ΣΚΑΦΩΝ ΕΙΣ ΤΗΝ ΘΕΣΣΑΛΟΝΙΚΗΝ ΕΤΕΡΑ ΔΥΟ ΑΚΥΒΕΡΝΗΤΑ ΕΙΣ ΤΟΝ ΣΑΡΩΝΙΚΟΝ: [622, 1082, 923, 1113]
kicker-ayub-khan: ΑΝΑΜΕΝΕΙ ΤΟΥ ΑΓΙΟΥΜΠ ΧΑΝ: [1312, 554, 1444, 564]
article-text-block: ████ ▄▄▄ ████ ▄▄ ███ ▄▄▄▄ ██ ▄▄ ████ ▄▄▄ █████ ▄▄ ██ ▄▄▄▄ ███ ▄▄ ████ ▄▄▄ ██ ▄▄▄▄ ███ ▄▄ ████ ▄▄▄ ██ ▄▄▄ ███ ▄▄▄▄ ██ ▄▄ ████ ▄▄▄ ███ ▄▄ ████ ▄▄▄ ██ ▄▄▄▄ ███ ▄▄ ████ ▄▄▄ ██ ▄▄▄▄ ███ ▄▄ ████ ▄▄▄ ██ ▄▄▄ ███ ▄▄▄▄: [1382, 188, 1563, 272]
article-body-un-cyprus-force: ΛΕΥΚΩΣΙΑ, 14. (Ρώυτερ). — Ἡ δύναμις τῶν Ἡνωμένων Ἐθνῶν ἐμειώθη κατὰ 300 ἄνδρας.: [417, 939, 612, 961]
headline-randa-krishnan: Ο κ. ΡΑΝΤΑ ΚΡΙΣΝΑΝ ΠΡΟΣΕΚΛΗΘΗ ΕΙΣ ΤΗΝ ΜΟΣΧΑΝ: [958, 1542, 1174, 1565]
headline-u-thant: Ο κ. ΘΥ ΘΑΝΤ ΠΡΟΣΕΒΛΗΘΗ ΕΚ ΚΡΥΟΛΟΓΗΜΑΤΟΣ: [41, 929, 157, 974]
divider: [25, 432, 410, 434]
headline-apollonia: ΖΗΤΕΙΤΑΙ Η ΑΝΑΙΡΕΣΙΣ ΤΟΥ ΣΦΑΓΕΩΣ ΤΩΝ ΑΠΟΛΛΩΝΙΑΣ: [437, 763, 592, 791]
article-text-block: ████ ▄▄▄ ████ ▄▄ ███ ▄▄▄▄ ██ ▄▄ ████ ▄▄▄ █████ ▄▄ ██ ▄▄▄▄ ███ ▄▄ ████ ▄▄▄ ██ ▄▄▄▄ ███ ▄▄ ████ ▄▄▄ ██ ▄▄▄ ███ ▄▄▄▄ ██ ▄▄ ████ ▄▄▄ ███ ▄▄ ████ ▄▄▄ ██ ▄▄▄▄ ███: [1193, 1557, 1563, 1592]
article-text-block: ████ ▄▄▄ ████ ▄▄ ███ ▄▄▄▄ ██ ▄▄ ████ ▄▄▄ █████ ▄▄ ██ ▄▄▄▄ ███ ▄▄ ████ ▄▄▄ ██ ▄▄▄▄ ███ ▄▄ ████ ▄▄▄ ██ ▄▄▄: [417, 1347, 612, 1395]
article-text-block: ████ ▄▄▄ ████ ▄▄ ███ ▄▄▄▄ ██ ▄▄ ████ ▄▄▄ █████ ▄▄ ██ ▄▄▄▄ ███ ▄▄ ████ ▄▄▄ ██ ▄▄▄▄ ███ ▄▄ ████ ▄▄▄ ██ ▄▄▄ ███ ▄▄▄▄ ██ ▄▄ ████ ▄▄▄ ███ ▄▄ ████ ▄▄▄ ██ ▄▄▄▄ ███ ▄▄ ████ ▄▄▄ ██ ▄▄▄▄ ███ ▄▄ ████ ▄▄▄ ██ ▄▄▄ ███ ▄▄▄▄ ██ ▄▄ ████ ▄▄▄ ███ ▄▄ ████ ▄▄▄ ██ ▄▄▄▄ ███ ▄▄ ████ ▄▄▄ ██ ▄▄▄▄ ███ ▄▄ ████ ▄▄▄ ██ ▄▄▄ ███ ▄▄▄▄ ██ ▄▄ ████ ▄▄▄ ███ ▄▄ ████ ▄▄▄ ██ ▄▄▄▄ ███ ▄▄ ████: [906, 259, 1185, 356]
headline-lord-russell: ΔΡΙΜΥΤΑΤΗ ΕΠΙΘΕΣΙΣ ΤΟΥ ΛΟΡΔΟΥ ΡΑΣΣΕΛ ΕΝΑΝΤΙΟΝ ΤΗΣ ΑΜΕΡΙΚΑΝΙΚΗΣ ΠΟΛΙΤΙΚΗΣ: [1230, 1489, 1526, 1521]
article-text-block: ████ ▄▄▄ ████ ▄▄ ███ ▄▄▄▄ ██ ▄▄ ████ ▄▄▄ █████ ▄▄ ██ ▄▄▄▄ ███ ▄▄ ████ ▄▄▄ ██ ▄▄▄▄ ███ ▄▄ ████ ▄▄▄ ██: [619, 972, 899, 1007]
article-text-block: ████ ▄▄▄ ████ ▄▄ ███ ▄▄▄▄ ██ ▄▄ ████ ▄▄▄ █████ ▄▄ ██ ▄▄▄▄ ███ ▄▄ ████ ▄▄▄ ██ ▄▄▄▄ ███ ▄▄ ████ ▄▄▄ ██ ▄▄▄ ███: [417, 1176, 612, 1224]
article-body-apollonia: ΛΟΝΔΙΝΟΝ, 14. (Ρώυτερ). — Ἡ εἰσαγγελία ἐζήτησε τὴν ἀναίρεσιν τῆς ἀποφάσεως.: [417, 794, 612, 817]
headline-minor-foreign-news: ΜΙΚΡΑΙ ΕΞΩΤΕΡΙΚΑΙ ΕΙΔΗΣΕΙΣ: [653, 1542, 906, 1563]
article-text-block: ████ ▄▄▄ ████ ▄▄ ███ ▄▄▄▄ ██ ▄▄ ████ ▄▄▄ █████ ▄▄ ██ ▄▄▄▄ ███ ▄▄ ████ ▄▄▄ ██ ▄▄▄▄ ███ ▄▄ ████ ▄▄▄ ██ ▄▄▄ ███ ▄▄▄▄ ██ ▄▄ ████ ▄▄▄ ███ ▄▄ ████ ▄▄▄ ██ ▄▄▄▄ ███ ▄▄ ████ ▄▄▄ ██ ▄▄▄▄ ███ ▄▄ ████ ▄▄▄ ██ ▄▄▄ ███ ▄▄▄▄ ██ ▄▄ ████ ▄▄▄ ███ ▄▄ ████: [1193, 979, 1563, 1026]
headline-china-party: ΤΟ Κ.Κ. ΚΙΝΑΣ ΣΤΡΑΤΟΛΟΓΕΙ ΝΕΑ ΜΕΛΗ: [424, 1749, 605, 1777]
divider: [619, 1076, 1185, 1078]
subheadline-shelepin-mission: Ἐπέτυχεν ἡ ἀποστολὴ τοῦ κ. Σελέπιν εἰς τοὺς ἀντικειμενικοὺς της σκοποὺς: [656, 170, 1149, 214]
headline-merchants: ΟΙ ΕΜΠΟΡΟΙ ΖΗΤΟΥΝ ΕΠΑΝΑΦΟΡΑΝ ΤΩΝ ΔΑΠΑΝΩΝ ΕΙΣ ΤΑ ΕΠΙΠΕΔΑ ΤΗΣ ΑΝΟΧΗΣ ΤΟΥ ΛΑΟΥ ΚΑΙ ΤΑΣΣΟΝΤΑΙ ΚΑΤΑ ΤΩΝ ΝΕΩΝ ΦΟΡΟΛΟΓΙΩΝ: [41, 441, 394, 513]
headline-dutch-letter: ΣΥΣΤΑΤΙΚΗ ΕΠΙΣΤΟΛΗ ΟΛΛΑΝΔΟΥ ΠΡΙΓΚΗΠΟΣ ΕΙΧΕ ΔΟΘΗ ΕΙΣ ΤΟΝ ΣΥΛΛΗΦΘΕΝΤΑ ΔΙΑ ΤΗΝ ΕΚΤΕΛΕΣΙΝ 83.000 ΟΛΛΑΝΔΟΕΒΡΑΙΩΝ: [621, 1385, 1183, 1418]
article-body-france-eec: ΠΑΡΙΣΙΟΙ, 14. (Ἰσσ. δι Λονδίνου ἀνταποκριτοῦ μας). — Ἡ Γαλλία θὰ ἐπιδιώξῃ τὴν ἀνασυγκόλλησιν τῆς Κοινῆς Ἀγορᾶς.: [25, 1436, 410, 1458]
article-body-shelepin-departure: ΠΕΚΙΝΟΝ, 14. (Ρώυτερ). — Ὁ Ρῶσσος ἡγέτης κ. Σελέπιν ἀνεχώρησε ἐκ Πεκίνου.: [1193, 1239, 1503, 1249]
article-body-kkk: ΟΥΑΣΙΓΚΤΩΝ, 14. — Ὁ ὑπουργὸς Δικαιοσύνης ἀνεκοίνωσε τὰ πορίσματα τῶν ἀνακρίσεων.: [417, 1323, 612, 1346]
divider: [417, 1918, 612, 1919]
article-text-block: ████ ▄▄▄ ████ ▄▄ ███ ▄▄▄▄ ██ ▄▄ ████ ▄▄▄ █████ ▄▄ ██ ▄▄▄▄ ███ ▄▄ ████ ▄▄▄ ██ ▄▄▄▄ ███ ▄▄ ████ ▄▄▄ ██ ▄▄▄ ███ ▄▄▄▄ ██ ▄▄ ████ ▄▄▄ ███ ▄▄ ████ ▄▄▄ ██: [417, 313, 612, 372]
article-body-minor-foreign-news: — Η ΑΣΤΥΝΟΜΙΑ ἀνακάλυψε εἰς τὸ Χόνγκ Κόνγκ ἀποθήκην ὅπλων. — ΑΡΚΕΤΑΙ ΧΩΡΑΙ ἐδήλωσαν ὅτι θὰ ἀποστείλουν ἀντιπροσωπείας.: [619, 1567, 941, 1590]
headline-poland-ban: Η ΠΟΛΩΝΙΑ ΑΠΗΓΟΡΕΥΣΕ ΤΟΝ ΕΟΡΤΑΣΜΟΝ ΤΗΣ ΧΙΛΙΕΤΗΡΙΔΟΣ ΤΟΝ ΚΑΘΟΛΙΚΩΝ: [940, 1082, 1179, 1109]
headline-un-cyprus-force: ΕΜΕΙΩΘΗ Η ΔΥΝΑΜΙΣ ΤΟΥ ΟΗΕ ΕΙΣ ΚΥΠΡΟΝ: [421, 907, 608, 935]
article-text-block: ████ ▄▄▄ ████ ▄▄ ███ ▄▄▄▄ ██ ▄▄ ████ ▄▄▄ █████ ▄▄ ██ ▄▄▄▄ ███ ▄▄ ████ ▄▄▄ ██ ▄▄▄▄ ███ ▄▄ ████ ▄▄▄ ██ ▄▄▄ ███ ▄▄▄▄ ██ ▄▄ ████ ▄▄▄ ███ ▄▄: [619, 824, 899, 859]
divider: [25, 853, 410, 855]
